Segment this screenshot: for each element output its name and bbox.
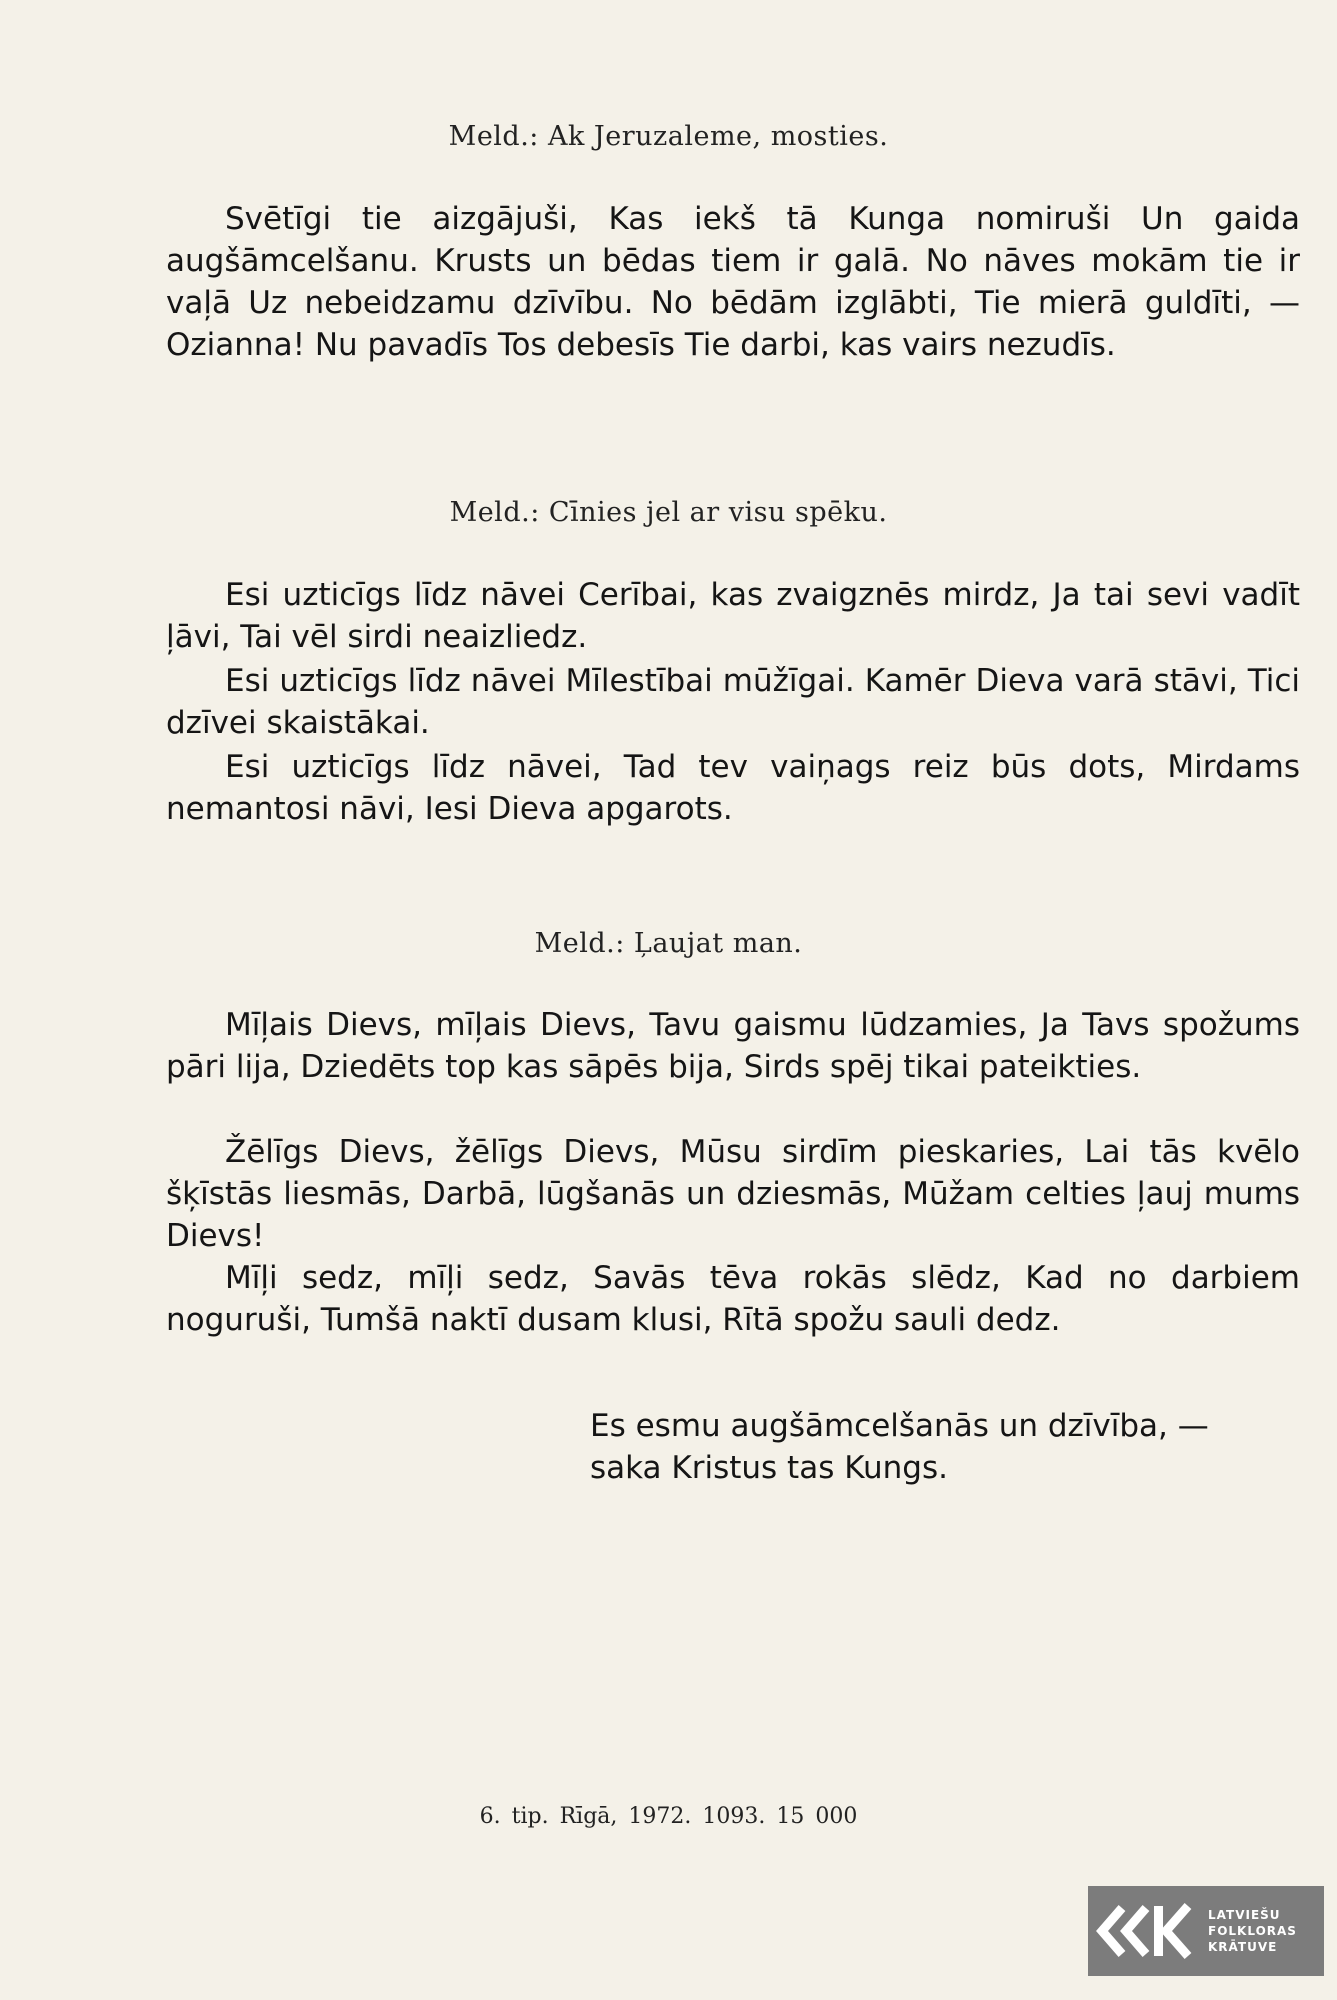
melody-line-1: Meld.: Ak Jeruzaleme, mosties. <box>448 121 889 152</box>
stanza-3-1: Mīļais Dievs, mīļais Dievs, Tavu gaismu lūdzamies, Ja Tavs spožums pāri lija, Dziedēts top kas sāpēs bija, Sirds spēj tikai pateikties. <box>166 1007 1300 1085</box>
logo-text-line-3: KRĀTUVE <box>1208 1940 1278 1954</box>
stanza-2-3: Esi uzticīgs līdz nāvei, Tad tev vaiņags reiz būs dots, Mirdams nemantosi nāvi, Iesi Dieva apgarots. <box>166 749 1300 827</box>
folklore-archive-logo-icon <box>1088 1886 1208 1976</box>
logo-text <box>1208 1907 1297 1955</box>
stanza-1-1: Svētīgi tie aizgājuši, Kas iekš tā Kunga nomiruši Un gaida augšāmcelšanu. Krusts un bēdas tiem ir galā. No nāves mokām tie ir vaļā Uz nebeidzamu dzīvību. No bēdām izglābti, Tie mierā guldīti, — Ozianna! Nu pavadīs Tos debesīs Tie darbi, kas vairs nezudīs. <box>166 201 1300 363</box>
stanza-2-1: Esi uzticīgs līdz nāvei Cerībai, kas zvaigznēs mirdz, Ja tai sevi vadīt ļāvi, Tai vēl sirdi neaizliedz. <box>166 577 1300 655</box>
melody-line-3: Meld.: Ļaujat man. <box>534 928 803 959</box>
closing-quote <box>590 1405 1310 1489</box>
printing-imprint: 6. tip. Rīgā, 1972. 1093. 15 000 <box>479 1804 858 1829</box>
quote-line-2: saka Kristus tas Kungs. <box>590 1450 948 1486</box>
stanza-3-3: Mīļi sedz, mīļi sedz, Savās tēva rokās slēdz, Kad no darbiem noguruši, Tumšā naktī dusam klusi, Rītā spožu sauli dedz. <box>166 1260 1300 1338</box>
melody-line-2: Meld.: Cīnies jel ar visu spēku. <box>449 497 888 528</box>
stanza-3-2: Žēlīgs Dievs, žēlīgs Dievs, Mūsu sirdīm pieskaries, Lai tās kvēlo šķīstās liesmās, Darbā, lūgšanās un dziesmās, Mūžam celties ļauj mums Dievs! <box>166 1134 1300 1254</box>
logo-text-line-1: LATVIEŠU <box>1208 1908 1281 1922</box>
quote-line-1: Es esmu augšāmcelšanās un dzīvība, — <box>590 1408 1209 1444</box>
archive-logo <box>1088 1886 1324 1976</box>
logo-text-line-2: FOLKLORAS <box>1208 1924 1297 1938</box>
stanza-2-2: Esi uzticīgs līdz nāvei Mīlestībai mūžīgai. Kamēr Dieva varā stāvi, Tici dzīvei skaistākai. <box>166 663 1300 741</box>
